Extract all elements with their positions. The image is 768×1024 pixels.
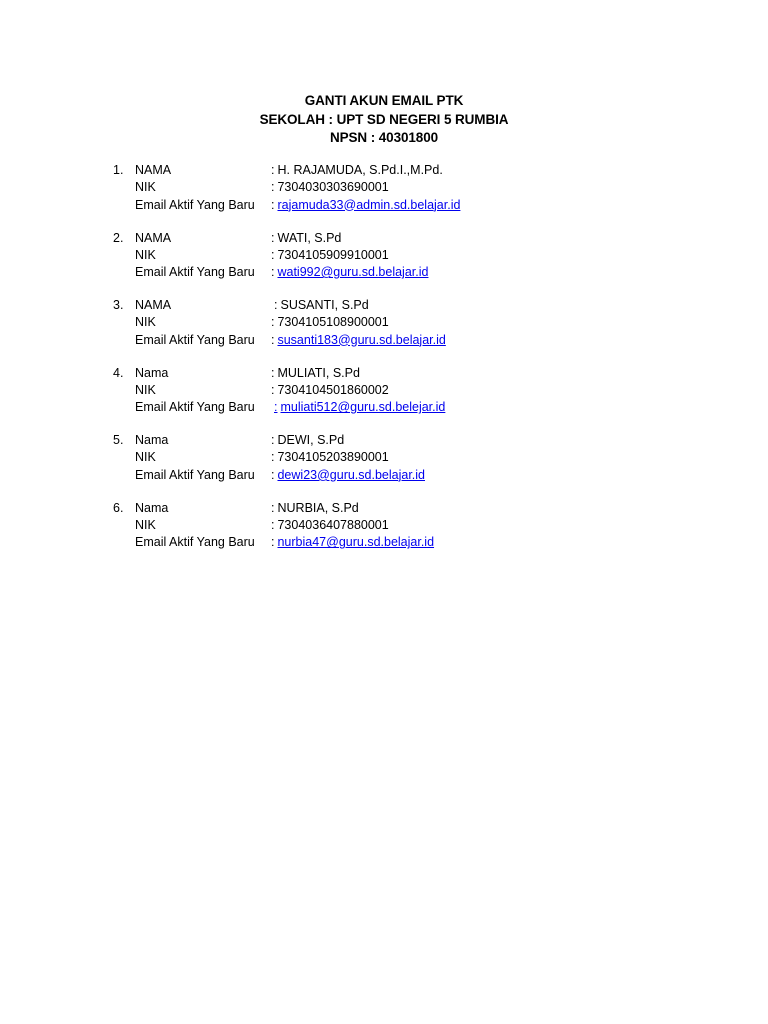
entry-number: 2. [113,230,124,245]
name-label: NAMA [135,298,172,313]
header-npsn: NPSN : 40301800 [329,130,439,145]
email-label: Email Aktif Yang Baru [135,197,255,212]
email-row [0,332,768,349]
email-link[interactable]: susanti183@guru.sd.belajar.id [277,332,446,347]
header-title: GANTI AKUN EMAIL PTK [304,93,464,108]
nik-value: : 7304105909910001 [271,247,389,262]
email-label: Email Aktif Yang Baru [135,265,255,280]
name-value: : H. RAJAMUDA, S.Pd.I.,M.Pd. [271,163,443,177]
email-value: : muliati512@guru.sd.belejar.id [274,400,446,415]
email-value: : nurbia47@guru.sd.belajar.id [271,535,435,550]
nik-row [0,247,768,264]
nik-value: : 7304036407880001 [271,517,389,532]
name-row [0,297,768,314]
nik-row [0,449,768,466]
name-label: NAMA [135,230,172,245]
document-header [0,92,768,148]
name-value: : SUSANTI, S.Pd [274,298,369,313]
name-value: : WATI, S.Pd [271,230,342,245]
email-label: Email Aktif Yang Baru [135,535,255,550]
entry-5 [0,432,768,483]
name-row [0,500,768,517]
name-value: : DEWI, S.Pd [271,433,345,448]
name-label: NAMA [135,163,172,177]
email-value: : wati992@guru.sd.belajar.id [271,265,429,280]
entry-number: 3. [113,298,124,313]
entry-4 [0,365,768,416]
nik-row [0,179,768,196]
email-row [0,399,768,416]
nik-label: NIK [135,315,156,330]
email-row [0,467,768,484]
email-value: : rajamuda33@admin.sd.belajar.id [271,197,461,212]
nik-label: NIK [135,450,156,465]
nik-value: : 7304105108900001 [271,315,389,330]
nik-label: NIK [135,247,156,262]
entry-list [0,162,768,568]
name-row [0,162,768,179]
name-row [0,432,768,449]
nik-row [0,382,768,399]
email-link[interactable]: rajamuda33@admin.sd.belajar.id [277,197,461,212]
name-label: Nama [135,433,169,448]
entry-1 [0,162,768,213]
name-row [0,230,768,247]
entry-number: 5. [113,433,124,448]
entry-2 [0,230,768,281]
email-row [0,264,768,281]
email-label: Email Aktif Yang Baru [135,400,255,415]
email-value: : susanti183@guru.sd.belajar.id [271,332,446,347]
name-value: : NURBIA, S.Pd [271,500,359,515]
nik-value: : 7304105203890001 [271,450,389,465]
email-link[interactable]: dewi23@guru.sd.belajar.id [277,467,425,482]
name-label: Nama [135,365,169,380]
nik-row [0,314,768,331]
header-school: SEKOLAH : UPT SD NEGERI 5 RUMBIA [259,111,509,127]
email-label: Email Aktif Yang Baru [135,332,255,347]
nik-label: NIK [135,517,156,532]
entry-6 [0,500,768,551]
nik-value: : 7304030303690001 [271,180,389,194]
name-label: Nama [135,500,169,515]
entry-number: 4. [113,365,124,380]
email-label: Email Aktif Yang Baru [135,467,255,482]
email-value: : dewi23@guru.sd.belajar.id [271,467,425,482]
email-link[interactable]: muliati512@guru.sd.belejar.id [280,400,446,415]
nik-value: : 7304104501860002 [271,382,389,397]
nik-label: NIK [135,180,156,194]
email-link[interactable]: nurbia47@guru.sd.belajar.id [277,535,435,550]
entry-3 [0,297,768,348]
name-value: : MULIATI, S.Pd [271,365,360,380]
email-link[interactable]: wati992@guru.sd.belajar.id [277,265,429,280]
nik-row [0,517,768,534]
entry-number: 1. [113,163,124,177]
email-row [0,197,768,214]
nik-label: NIK [135,382,156,397]
email-row [0,534,768,551]
name-row [0,365,768,382]
entry-number: 6. [113,500,124,515]
